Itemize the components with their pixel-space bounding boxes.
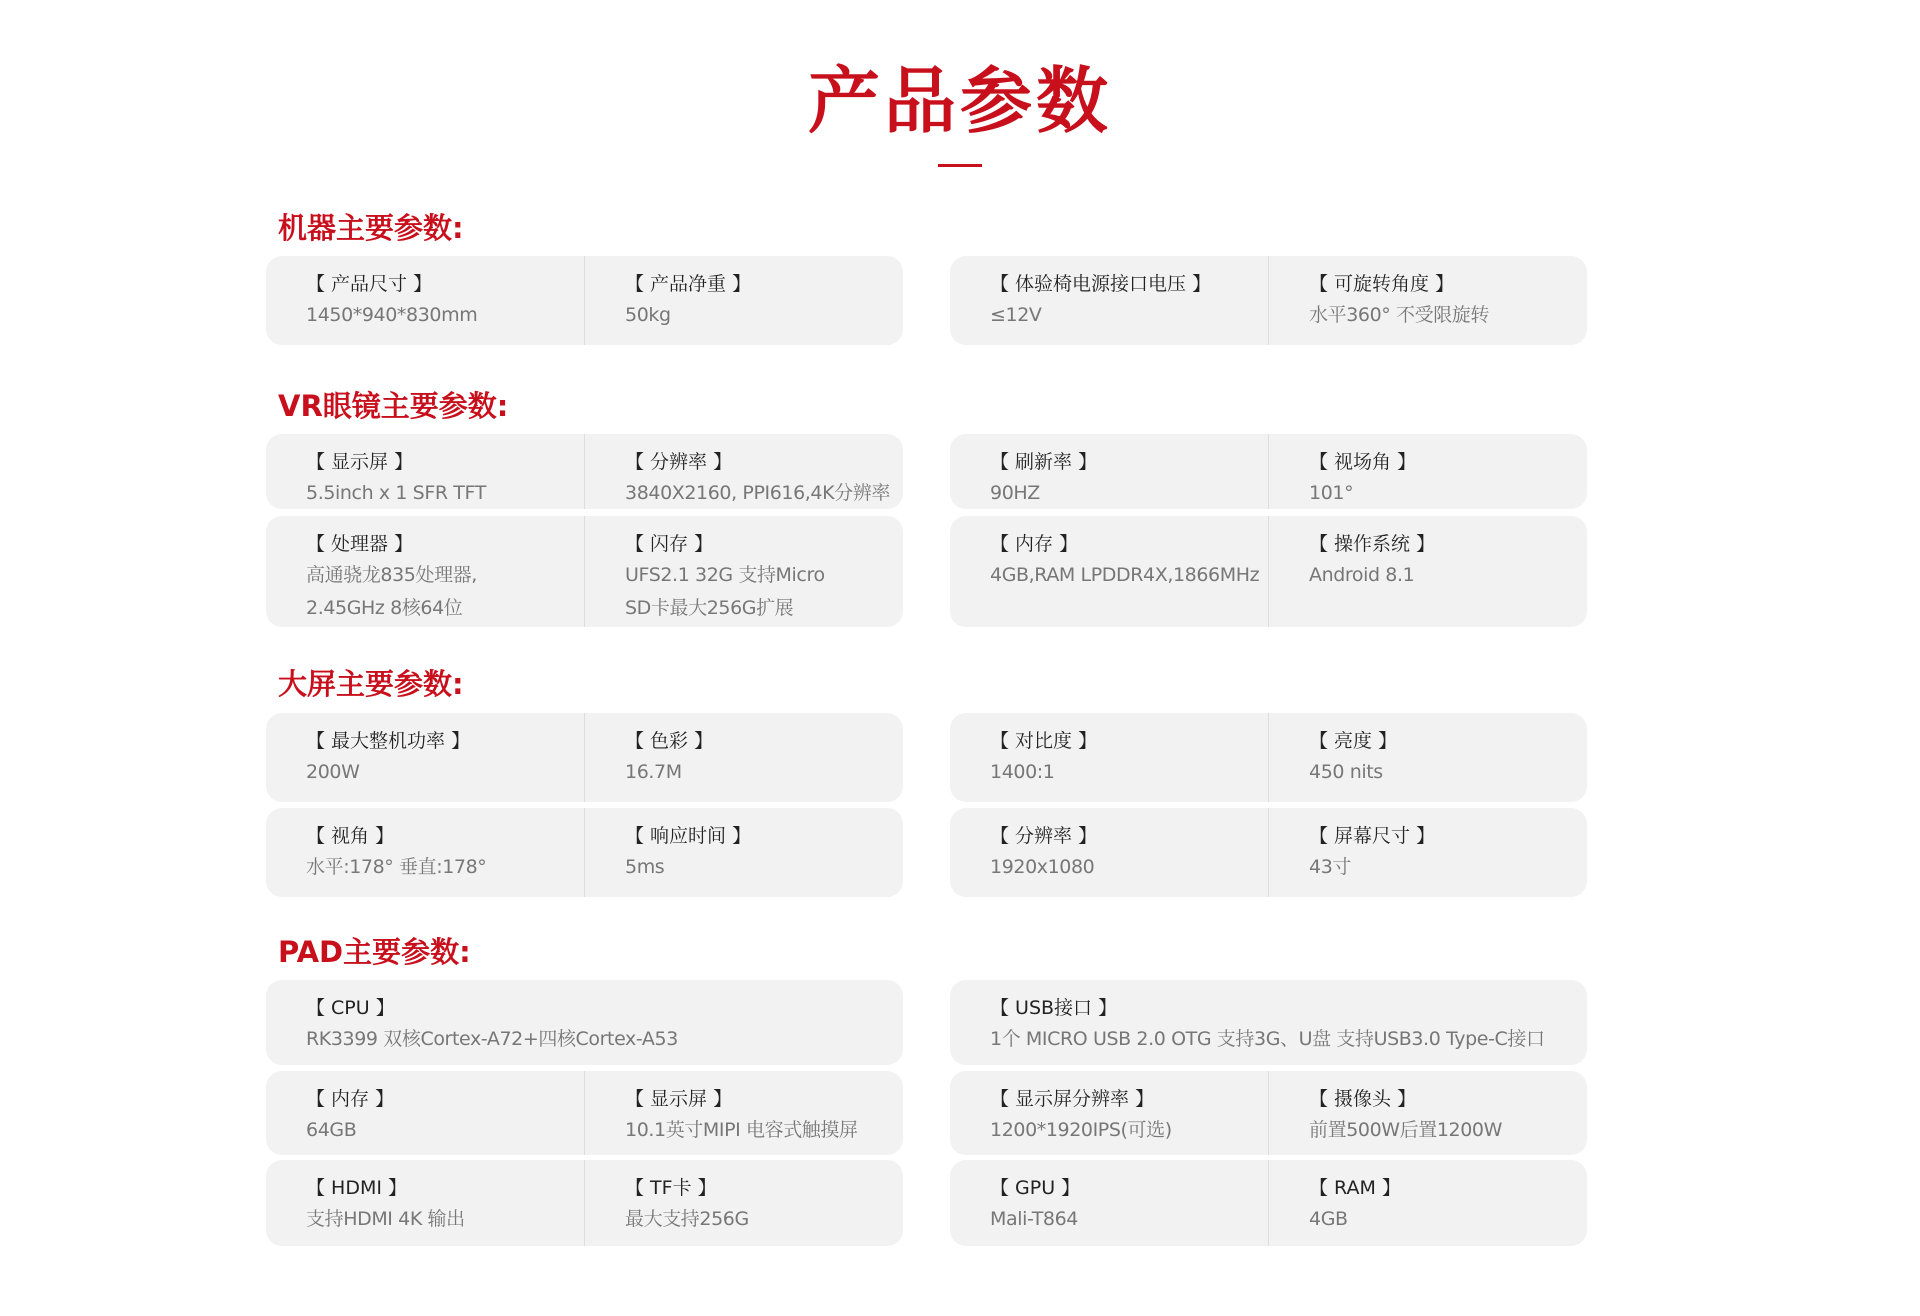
spec-label: 【 USB接口 】 [990,997,1118,1019]
spec-card [950,1160,1587,1246]
section-heading: 大屏主要参数: [278,667,464,701]
spec-value: 1200*1920IPS(可选) [990,1119,1172,1141]
spec-cell [950,1071,1268,1155]
spec-cell [950,980,1587,1065]
spec-label: 【 刷新率 】 [990,451,1098,473]
spec-cell [266,1160,584,1246]
spec-value: 64GB [306,1119,357,1141]
section-heading: VR眼镜主要参数: [278,389,509,423]
spec-cell [266,434,584,509]
spec-value: 4GB,RAM LPDDR4X,1866MHz [990,564,1260,586]
spec-cell [266,713,584,802]
spec-card [950,980,1587,1065]
spec-value-line2: 2.45GHz 8核64位 [306,597,463,619]
spec-value: 1个 MICRO USB 2.0 OTG 支持3G、U盘 支持USB3.0 Type-C接口 [990,1028,1545,1050]
spec-cell [584,256,903,345]
spec-label: 【 TF卡 】 [625,1177,717,1199]
spec-card [950,434,1587,509]
spec-value: 450 nits [1309,761,1383,783]
spec-label: 【 色彩 】 [625,730,714,752]
spec-value: ≤12V [990,304,1042,326]
spec-card [266,808,903,897]
spec-cell [1268,713,1587,802]
spec-cell [950,1160,1268,1246]
spec-cell [266,516,584,627]
spec-cell [1268,516,1587,627]
spec-label: 【 分辨率 】 [990,825,1098,847]
spec-card [950,808,1587,897]
spec-value: 水平:178° 垂直:178° [306,856,487,878]
spec-label: 【 CPU 】 [306,997,395,1019]
spec-label: 【 操作系统 】 [1309,533,1436,555]
spec-label: 【 响应时间 】 [625,825,752,847]
spec-value: 支持HDMI 4K 输出 [306,1208,465,1230]
spec-card [950,1071,1587,1155]
spec-cell [950,516,1268,627]
spec-label: 【 视场角 】 [1309,451,1417,473]
spec-label: 【 视角 】 [306,825,395,847]
spec-label: 【 HDMI 】 [306,1177,407,1199]
spec-label: 【 RAM 】 [1309,1177,1401,1199]
spec-cell [950,808,1268,897]
spec-value: 5.5inch x 1 SFR TFT [306,482,486,504]
spec-cell [584,808,903,897]
spec-cell [584,713,903,802]
spec-cell [584,1071,903,1155]
spec-label: 【 分辨率 】 [625,451,733,473]
spec-cell [266,1071,584,1155]
spec-card [950,516,1587,627]
spec-cell [950,713,1268,802]
spec-label: 【 显示屏 】 [625,1088,733,1110]
spec-value: 10.1英寸MIPI 电容式触摸屏 [625,1119,858,1141]
spec-card [950,713,1587,802]
spec-cell [584,1160,903,1246]
spec-value: 5ms [625,856,665,878]
spec-cell [584,434,903,509]
spec-value: 1450*940*830mm [306,304,478,326]
spec-cell [950,434,1268,509]
spec-value: 前置500W后置1200W [1309,1119,1502,1141]
spec-value: 3840X2160, PPI616,4K分辨率 [625,482,890,504]
spec-value: Android 8.1 [1309,564,1415,586]
spec-value: RK3399 双核Cortex-A72+四核Cortex-A53 [306,1028,678,1050]
spec-cell [584,516,903,627]
spec-card [950,256,1587,345]
spec-cell [266,808,584,897]
spec-value: 4GB [1309,1208,1348,1230]
spec-label: 【 可旋转角度 】 [1309,273,1455,295]
page-title: 产品参数 [807,59,1112,143]
spec-card [266,434,903,509]
spec-value: 1920x1080 [990,856,1095,878]
spec-label: 【 处理器 】 [306,533,414,555]
spec-cell [950,256,1268,345]
title-underline [938,164,982,167]
spec-label: 【 最大整机功率 】 [306,730,471,752]
spec-label: 【 产品尺寸 】 [306,273,433,295]
spec-cell [1268,808,1587,897]
spec-label: 【 摄像头 】 [1309,1088,1417,1110]
spec-cell [1268,1071,1587,1155]
spec-cell [1268,256,1587,345]
spec-cell [1268,1160,1587,1246]
spec-label: 【 屏幕尺寸 】 [1309,825,1436,847]
spec-card [266,1160,903,1246]
spec-value: UFS2.1 32G 支持Micro [625,564,825,586]
spec-label: 【 GPU 】 [990,1177,1081,1199]
spec-card [266,1071,903,1155]
spec-card [266,980,903,1065]
spec-value: 水平360° 不受限旋转 [1309,304,1490,326]
spec-value: Mali-T864 [990,1208,1078,1230]
spec-label: 【 显示屏分辨率 】 [990,1088,1155,1110]
spec-label: 【 显示屏 】 [306,451,414,473]
spec-value: 90HZ [990,482,1040,504]
spec-value-line2: SD卡最大256G扩展 [625,597,794,619]
section-heading: 机器主要参数: [278,211,464,245]
spec-label: 【 产品净重 】 [625,273,752,295]
spec-cell [1268,434,1587,509]
spec-value: 最大支持256G [625,1208,749,1230]
spec-label: 【 对比度 】 [990,730,1098,752]
spec-card [266,256,903,345]
spec-value: 43寸 [1309,856,1351,878]
spec-value: 50kg [625,304,671,326]
spec-label: 【 亮度 】 [1309,730,1398,752]
spec-label: 【 闪存 】 [625,533,714,555]
spec-label: 【 内存 】 [990,533,1079,555]
spec-card [266,713,903,802]
spec-label: 【 内存 】 [306,1088,395,1110]
spec-value: 高通骁龙835处理器, [306,564,477,586]
spec-label: 【 体验椅电源接口电压 】 [990,273,1212,295]
spec-value: 200W [306,761,360,783]
spec-card [266,516,903,627]
spec-value: 101° [1309,482,1354,504]
spec-cell [266,256,584,345]
spec-value: 1400:1 [990,761,1055,783]
section-heading: PAD主要参数: [278,935,471,969]
spec-cell [266,980,903,1065]
spec-value: 16.7M [625,761,682,783]
